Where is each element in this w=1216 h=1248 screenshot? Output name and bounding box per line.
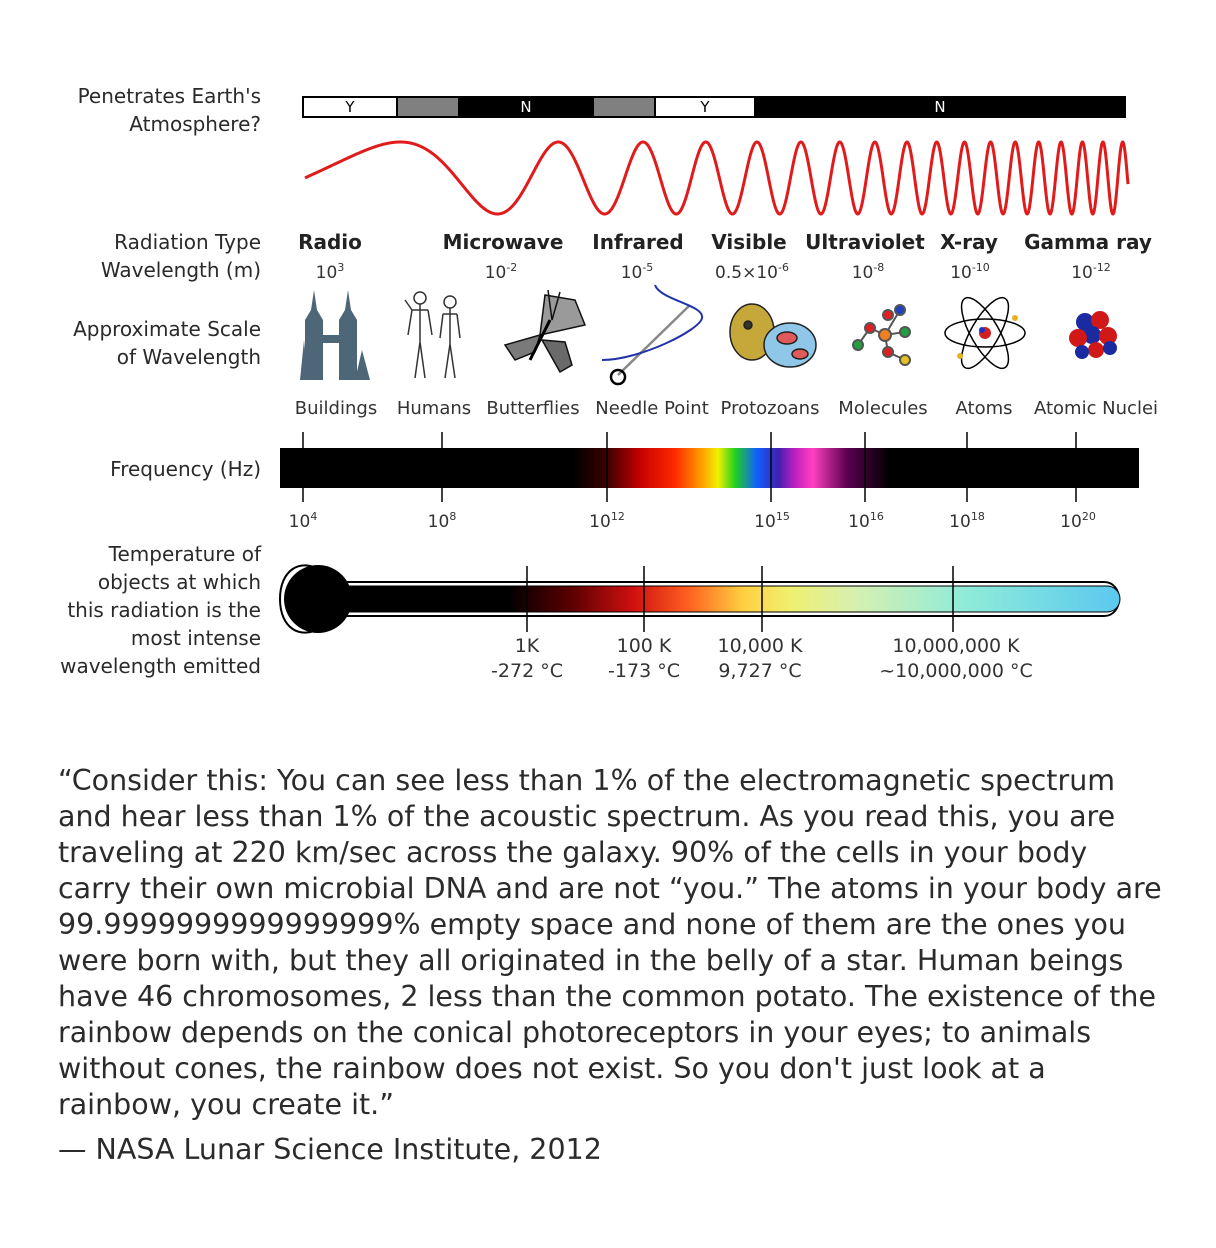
frequency-tick-label: $10^{16}$ [848,510,884,532]
frequency-bar [0,430,1216,510]
frequency-tick-label: $10^{15}$ [754,510,790,532]
radiation-type-label: Radiation Type Wavelength (m) [100,230,261,282]
wavelength-gamma: $10^{-12}$ [1071,261,1111,283]
atom-icon [945,291,1025,374]
humans-icon [405,292,460,378]
wavelength-visible: $0.5\times 10^{-6}$ [715,261,789,283]
scale-molecules: Molecules [838,398,928,419]
radiation-visible: Visible [711,230,787,254]
protozoans-icon [730,304,816,367]
atmosphere-label: Penetrates Earth's Atmosphere? [77,84,261,136]
scale-protozoans: Protozoans [720,398,820,419]
frequency-label: Frequency (Hz) [110,457,261,481]
frequency-tick-label: $10^{20}$ [1060,510,1096,532]
atmosphere-segment: Y [654,96,756,118]
wave-graphic [0,0,1216,240]
scale-buildings: Buildings [294,398,378,419]
frequency-tick-label: $10^{12}$ [589,510,625,532]
temperature-tick-label: 100 K -173 °C [608,635,680,682]
radiation-infrared: Infrared [592,230,684,254]
needle-icon [602,285,702,384]
wavelength-ultraviolet: $10^{-8}$ [851,261,885,283]
frequency-tick-label: $10^4$ [288,510,318,532]
quote-text: “Consider this: You can see less than 1% of the electromagnetic spectrum and hear less than 1% of the acoustic spectrum. As you read this, you are traveling at 220 km/sec across the galaxy. 90% of the cells in your body carry their own microbial DNA and are not “you.” The atoms in your body are 99.9999999999999999% empty space and none of them are the ones you were born with, but they all originated in the belly of a star. Human beings have 46 chromosomes, 2 less than the common potato. The existence of the rainbow depends on the conical photoreceptors in your eyes; to animals without cones, the rainbow does not exist. So you don't just look at a rainbow, you create it.” [58,764,1162,1121]
wavelength-infrared: $10^{-5}$ [620,261,654,283]
temperature-tick-label: 1K -272 °C [491,635,563,682]
thermometer-tube [335,586,1120,612]
quote-attribution: — NASA Lunar Science Institute, 2012 [58,1133,602,1166]
temperature-label: Temperature of objects at which this radiation is the most intense wavelength emitted [60,542,261,678]
wavelength-xray: $10^{-10}$ [950,261,990,283]
wavelength-microwave: $10^{-2}$ [484,261,518,283]
molecules-icon [853,305,910,365]
radiation-microwave: Microwave [442,230,564,254]
radiation-ultraviolet: Ultraviolet [805,230,925,254]
buildings-icon [300,290,370,380]
scale-label: Approximate Scale of Wavelength [73,317,261,369]
atmosphere-segment: N [754,96,1126,118]
frequency-tick-label: $10^{18}$ [949,510,985,532]
scale-atomic-nuclei: Atomic Nuclei [1033,398,1159,419]
frequency-tick-label: $10^8$ [427,510,457,532]
radiation-radio: Radio [298,230,362,254]
scale-butterflies: Butterflies [486,398,580,419]
radiation-gamma: Gamma ray [1024,230,1152,254]
temperature-tick-label: 10,000 K 9,727 °C [717,635,803,682]
wave-line [305,142,1128,214]
scale-needle-point: Needle Point [595,398,709,419]
temperature-tick-label: 10,000,000 K ~10,000,000 °C [879,635,1033,682]
radiation-xray: X-ray [940,230,998,254]
atmosphere-segment: N [458,96,594,118]
atomic-nucleus-icon [1069,311,1117,359]
scale-atoms: Atoms [955,398,1013,419]
scale-illustrations [0,280,1216,390]
butterfly-icon [505,290,585,372]
scale-humans: Humans [396,398,472,419]
wavelength-radio: $10^3$ [315,261,345,283]
atmosphere-segment: Y [302,96,398,118]
